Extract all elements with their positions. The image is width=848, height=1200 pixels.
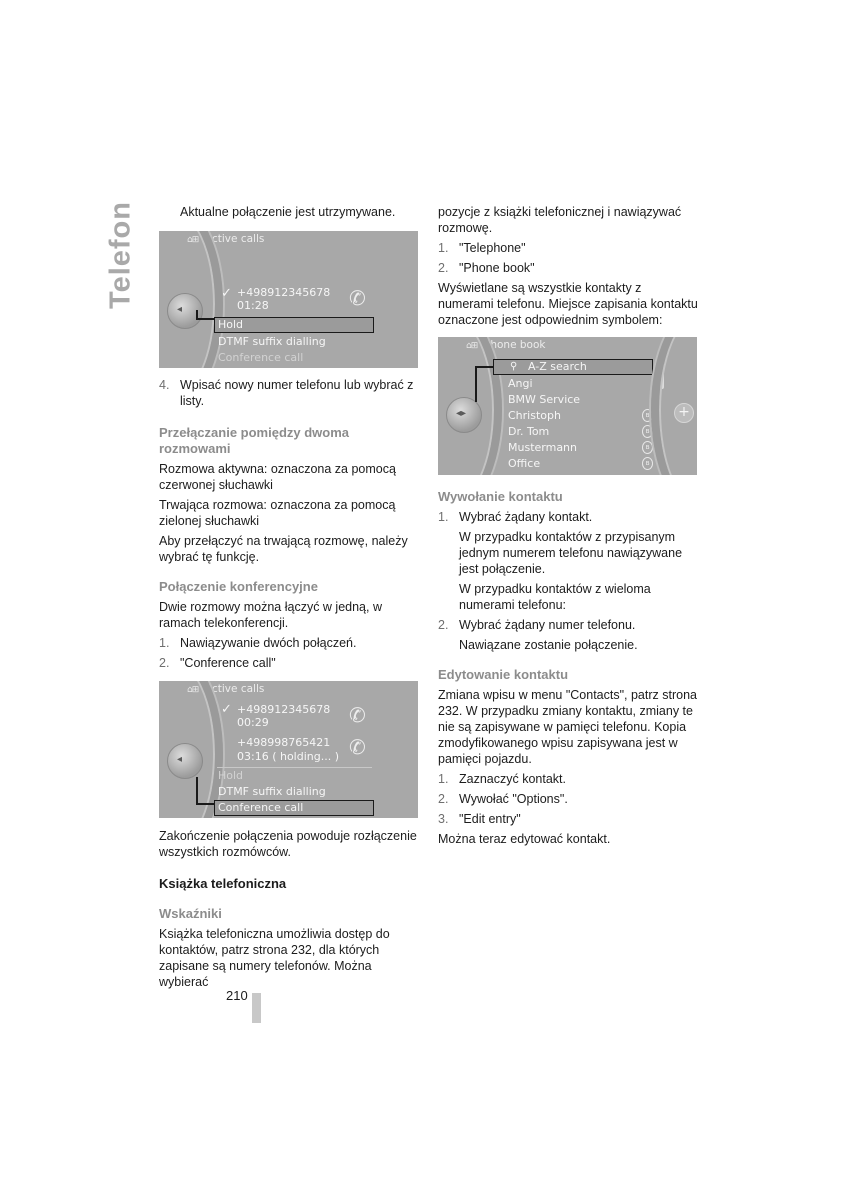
add-icon[interactable]: + xyxy=(674,403,694,423)
menu-item-hold[interactable]: Hold xyxy=(218,318,244,331)
contact-item[interactable]: Dr. Tom xyxy=(508,425,550,438)
intro-text: Aktualne połączenie jest utrzymywane. xyxy=(180,205,396,219)
active-calls-screen xyxy=(159,231,418,368)
handset-icon: ✆ xyxy=(349,286,366,310)
check-icon: ✓ xyxy=(221,702,232,717)
call-time: 01:28 xyxy=(237,299,269,312)
bluetooth-icon: ʙ xyxy=(642,457,653,470)
chapter-side-tab xyxy=(101,200,141,310)
contact-item[interactable]: Christoph xyxy=(508,409,561,422)
bluetooth-icon: ʙ xyxy=(642,441,653,454)
heading-phone-book: Książka telefoniczna xyxy=(159,876,287,891)
phone-book-screen xyxy=(438,337,697,475)
heading-hints: Wskaźniki xyxy=(159,906,222,921)
screen-header: Active calls xyxy=(205,233,265,245)
call-note-multiple: W przypadku kontaktów z wieloma numerami telefonu: xyxy=(459,582,651,612)
page-number: 210 xyxy=(226,988,248,1003)
handset-hold-icon: ✆ xyxy=(349,735,366,759)
page-marker xyxy=(252,993,261,1023)
call-number: +498912345678 xyxy=(237,286,331,299)
menu-icon: ⌂⊞ xyxy=(466,341,478,351)
contact-item[interactable]: Mustermann xyxy=(508,441,578,454)
contacts-shown-text: Wyświetlane są wszystkie kontakty z numerami telefonu. Miejsce zapisania kontaktu oznaczone jest odpowiednim symbolem: xyxy=(438,281,698,327)
heading-conference: Połączenie konferencyjne xyxy=(159,579,318,594)
menu-item-conference[interactable]: Conference call xyxy=(218,801,304,814)
end-call-text: Zakończenie połączenia powoduje rozłączenie wszystkich rozmówców. xyxy=(159,829,417,859)
chapter-title: Telefon xyxy=(104,201,137,309)
conference-step-1: 1. Nawiązywanie dwóch połączeń. xyxy=(159,636,357,650)
continuation-text: pozycje z książki telefonicznej i nawiązywać rozmowę. xyxy=(438,205,682,235)
bluetooth-icon: ʙ xyxy=(642,409,653,422)
conference-text: Dwie rozmowy można łączyć w jedną, w ramach telekonferencji. xyxy=(159,600,382,630)
call1-number: +498912345678 xyxy=(237,703,331,716)
controller-knob-icon: ◂ xyxy=(167,743,203,779)
hints-text: Książka telefoniczna umożliwia dostęp do kontaktów, patrz strona 232, dla których zapisane są numery telefonów. Można wybierać xyxy=(159,927,390,989)
heading-call-contact: Wywołanie kontaktu xyxy=(438,489,563,504)
check-icon: ✓ xyxy=(221,286,232,301)
conference-calls-screen xyxy=(159,681,418,818)
screen-header: Active calls xyxy=(205,683,265,695)
bluetooth-icon: ʙ xyxy=(642,425,653,438)
contact-item[interactable]: Angi xyxy=(508,377,533,390)
edit-final-text: Można teraz edytować kontakt. xyxy=(438,832,611,846)
right-ring xyxy=(651,337,697,475)
call-note-single: W przypadku kontaktów z przypisanym jednym numerem telefonu nawiązywane jest połączenie. xyxy=(459,530,683,576)
call2-time: 03:16 ( holding... ) xyxy=(237,750,340,763)
call1-time: 00:29 xyxy=(237,716,269,729)
right-column xyxy=(438,204,700,328)
az-search-item[interactable]: A-Z search xyxy=(528,360,587,373)
menu-icon: ⌂⊞ xyxy=(187,235,199,245)
edit-step-2: 2. Wywołać "Options". xyxy=(438,792,568,806)
call2-number: +498998765421 xyxy=(237,736,331,749)
ongoing-call-text: Trwająca rozmowa: oznaczona za pomocą zielonej słuchawki xyxy=(159,498,396,528)
controller-knob-icon: ◂▸ xyxy=(446,397,482,433)
left-column xyxy=(159,204,421,220)
step-telephone: 1. "Telephone" xyxy=(438,241,526,255)
switch-text: Aby przełączyć na trwającą rozmowę, należy wybrać tę funkcję. xyxy=(159,534,408,564)
menu-item-conference[interactable]: Conference call xyxy=(218,351,304,364)
search-icon: ⚲ xyxy=(510,361,518,372)
menu-item-dtmf[interactable]: DTMF suffix dialling xyxy=(218,785,326,798)
contact-item[interactable]: BMW Service xyxy=(508,393,581,406)
controller-knob-icon: ◂ xyxy=(167,293,203,329)
edit-step-3: 3. "Edit entry" xyxy=(438,812,521,826)
step-4: 4. Wpisać nowy numer telefonu lub wybrać z listy. xyxy=(159,378,414,408)
step-phone-book: 2. "Phone book" xyxy=(438,261,535,275)
edit-step-1: 1. Zaznaczyć kontakt. xyxy=(438,772,566,786)
contact-item[interactable]: Office xyxy=(508,457,541,470)
conference-step-2: 2. "Conference call" xyxy=(159,656,276,670)
handset-icon: ✆ xyxy=(349,703,366,727)
menu-item-dtmf[interactable]: DTMF suffix dialling xyxy=(218,335,326,348)
menu-icon: ⌂⊞ xyxy=(187,685,199,695)
call-step-1: 1. Wybrać żądany kontakt. xyxy=(438,510,593,524)
heading-switch-calls: Przełączanie pomiędzy dwoma rozmowami xyxy=(159,425,350,456)
call-step-2: 2. Wybrać żądany numer telefonu. xyxy=(438,618,636,632)
menu-item-hold[interactable]: Hold xyxy=(218,769,244,782)
heading-edit-contact: Edytowanie kontaktu xyxy=(438,667,569,682)
active-call-text: Rozmowa aktywna: oznaczona za pomocą czerwonej słuchawki xyxy=(159,462,396,492)
call-note-connected: Nawiązane zostanie połączenie. xyxy=(459,638,638,652)
screen-header: Phone book xyxy=(484,339,546,351)
edit-text: Zmiana wpisu w menu "Contacts", patrz strona 232. W przypadku zmiany kontaktu, zmiany te nie są zapisywane w pamięci telefonu. Kopia zmodyfikowanego wpisu zapisywana jest w pamięci pojazdu. xyxy=(438,688,697,766)
